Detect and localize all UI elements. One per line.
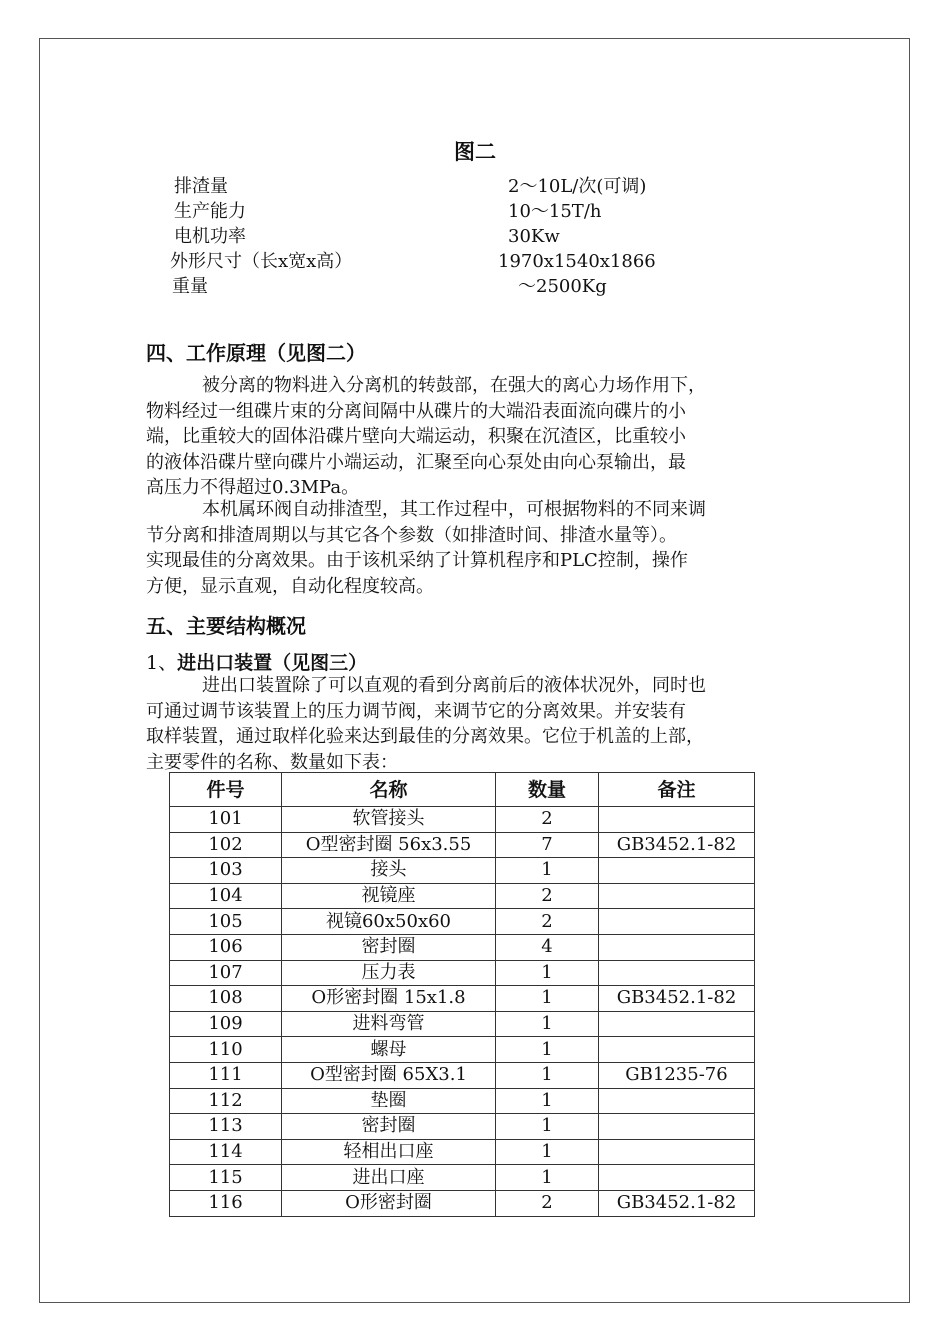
cell-remark <box>599 960 755 986</box>
text-line: 端，比重较大的固体沿碟片壁向大端运动，积聚在沉渣区，比重较小 <box>146 426 686 447</box>
table-row <box>170 909 755 935</box>
cell-part-no: 110 <box>170 1037 282 1063</box>
table-row <box>170 832 755 858</box>
cell-quantity: 1 <box>496 986 599 1012</box>
text-line: 的液体沿碟片壁向碟片小端运动，汇聚至向心泵处由向心泵输出，最 <box>146 451 686 473</box>
sub-heading-number: 1、 <box>146 652 178 674</box>
cell-remark: GB3452.1-82 <box>599 1190 755 1216</box>
cell-remark <box>599 1037 755 1063</box>
cell-part-no: 115 <box>170 1165 282 1191</box>
cell-part-no: 106 <box>170 934 282 960</box>
cell-quantity: 7 <box>496 832 599 858</box>
table-row <box>170 1088 755 1114</box>
text-line: 实现最佳的分离效果。由于该机采纳了计算机程序和PLC控制，操作 <box>146 550 688 571</box>
cell-name: 软管接头 <box>282 807 496 833</box>
table-row <box>170 960 755 986</box>
cell-remark <box>599 883 755 909</box>
cell-quantity: 1 <box>496 960 599 986</box>
sub-heading <box>146 648 367 675</box>
paragraph <box>146 373 846 501</box>
text-line: 高压力不得超过0.3MPa。 <box>146 477 360 498</box>
table-row <box>170 883 755 909</box>
cell-remark <box>599 858 755 884</box>
cell-part-no: 104 <box>170 883 282 909</box>
cell-part-no: 108 <box>170 986 282 1012</box>
spec-label: 重量 <box>172 276 208 297</box>
text-line: 被分离的物料进入分离机的转鼓部，在强大的离心力场作用下， <box>202 375 706 396</box>
text-line: 进出口装置除了可以直观的看到分离前后的液体状况外，同时也 <box>202 675 706 696</box>
table-row <box>170 986 755 1012</box>
table-row <box>170 858 755 884</box>
cell-remark <box>599 1011 755 1037</box>
cell-quantity: 1 <box>496 1062 599 1088</box>
table-row <box>170 1037 755 1063</box>
table-row <box>170 1190 755 1216</box>
cell-quantity: 2 <box>496 883 599 909</box>
cell-quantity: 1 <box>496 1037 599 1063</box>
text-line: 取样装置，通过取样化验来达到最佳的分离效果。它位于机盖的上部， <box>146 726 704 747</box>
cell-part-no: 103 <box>170 858 282 884</box>
cell-quantity: 2 <box>496 807 599 833</box>
cell-part-no: 111 <box>170 1062 282 1088</box>
table-header-row <box>170 773 755 807</box>
cell-name: 密封圈 <box>282 934 496 960</box>
cell-part-no: 105 <box>170 909 282 935</box>
text-line: 节分离和排渣周期以与其它各个参数（如排渣时间、排渣水量等）。 <box>146 524 677 546</box>
table-row <box>170 807 755 833</box>
cell-quantity: 4 <box>496 934 599 960</box>
table-row <box>170 1062 755 1088</box>
figure-caption: 图二 <box>454 140 496 164</box>
spec-label: 排渣量 <box>174 176 228 197</box>
spec-label: 生产能力 <box>174 201 246 222</box>
cell-name: 垫圈 <box>282 1088 496 1114</box>
cell-quantity: 1 <box>496 1088 599 1114</box>
cell-remark: GB3452.1-82 <box>599 832 755 858</box>
spec-value: 10～15T/h <box>508 201 602 222</box>
cell-remark: GB3452.1-82 <box>599 986 755 1012</box>
cell-name: O型密封圈 56x3.55 <box>282 832 496 858</box>
cell-part-no: 109 <box>170 1011 282 1037</box>
section-heading: 四、工作原理（见图二） <box>146 341 366 365</box>
cell-part-no: 116 <box>170 1190 282 1216</box>
spec-value: 1970x1540x1866 <box>498 251 656 272</box>
table-row <box>170 934 755 960</box>
table-row <box>170 1165 755 1191</box>
cell-part-no: 101 <box>170 807 282 833</box>
header-name: 名称 <box>282 773 496 807</box>
spec-label: 外形尺寸（长x宽x高） <box>170 251 353 272</box>
spec-label: 电机功率 <box>174 226 246 247</box>
cell-part-no: 102 <box>170 832 282 858</box>
paragraph <box>146 497 846 599</box>
parts-table <box>169 772 755 1217</box>
text-line: 物料经过一组碟片束的分离间隔中从碟片的大端沿表面流向碟片的小 <box>146 400 686 422</box>
text-line: 主要零件的名称、数量如下表： <box>146 751 398 773</box>
cell-quantity: 1 <box>496 858 599 884</box>
table-row <box>170 1139 755 1165</box>
cell-name: 密封圈 <box>282 1114 496 1140</box>
section-heading: 五、主要结构概况 <box>146 614 306 638</box>
header-quantity: 数量 <box>496 773 599 807</box>
cell-remark <box>599 807 755 833</box>
header-remark: 备注 <box>599 773 755 807</box>
text-line: 可通过调节该装置上的压力调节阀，来调节它的分离效果。并安装有 <box>146 700 686 722</box>
cell-remark <box>599 1165 755 1191</box>
cell-name: 视镜座 <box>282 883 496 909</box>
cell-part-no: 107 <box>170 960 282 986</box>
cell-name: O形密封圈 15x1.8 <box>282 986 496 1012</box>
cell-remark <box>599 909 755 935</box>
header-part-no: 件号 <box>170 773 282 807</box>
text-line: 本机属环阀自动排渣型，其工作过程中，可根据物料的不同来调 <box>202 499 706 520</box>
cell-quantity: 1 <box>496 1011 599 1037</box>
paragraph <box>146 673 846 775</box>
cell-name: 轻相出口座 <box>282 1139 496 1165</box>
table-row <box>170 1114 755 1140</box>
cell-quantity: 2 <box>496 909 599 935</box>
cell-remark: GB1235-76 <box>599 1062 755 1088</box>
cell-part-no: 114 <box>170 1139 282 1165</box>
cell-name: 进出口座 <box>282 1165 496 1191</box>
cell-remark <box>599 1114 755 1140</box>
cell-name: O型密封圈 65X3.1 <box>282 1062 496 1088</box>
cell-name: O形密封圈 <box>282 1190 496 1216</box>
cell-part-no: 113 <box>170 1114 282 1140</box>
cell-part-no: 112 <box>170 1088 282 1114</box>
cell-name: 进料弯管 <box>282 1011 496 1037</box>
table-row <box>170 1011 755 1037</box>
spec-value: 30Kw <box>508 226 560 247</box>
cell-quantity: 2 <box>496 1190 599 1216</box>
spec-value: ～2500Kg <box>518 276 607 297</box>
cell-remark <box>599 1139 755 1165</box>
cell-name: 接头 <box>282 858 496 884</box>
cell-name: 视镜60x50x60 <box>282 909 496 935</box>
spec-value: 2～10L/次(可调) <box>508 176 647 197</box>
cell-remark <box>599 1088 755 1114</box>
cell-quantity: 1 <box>496 1114 599 1140</box>
cell-quantity: 1 <box>496 1165 599 1191</box>
cell-name: 压力表 <box>282 960 496 986</box>
sub-heading-title: 进出口装置（见图三） <box>177 652 368 674</box>
cell-remark <box>599 934 755 960</box>
text-line: 方便，显示直观，自动化程度较高。 <box>146 575 434 597</box>
cell-quantity: 1 <box>496 1139 599 1165</box>
cell-name: 螺母 <box>282 1037 496 1063</box>
